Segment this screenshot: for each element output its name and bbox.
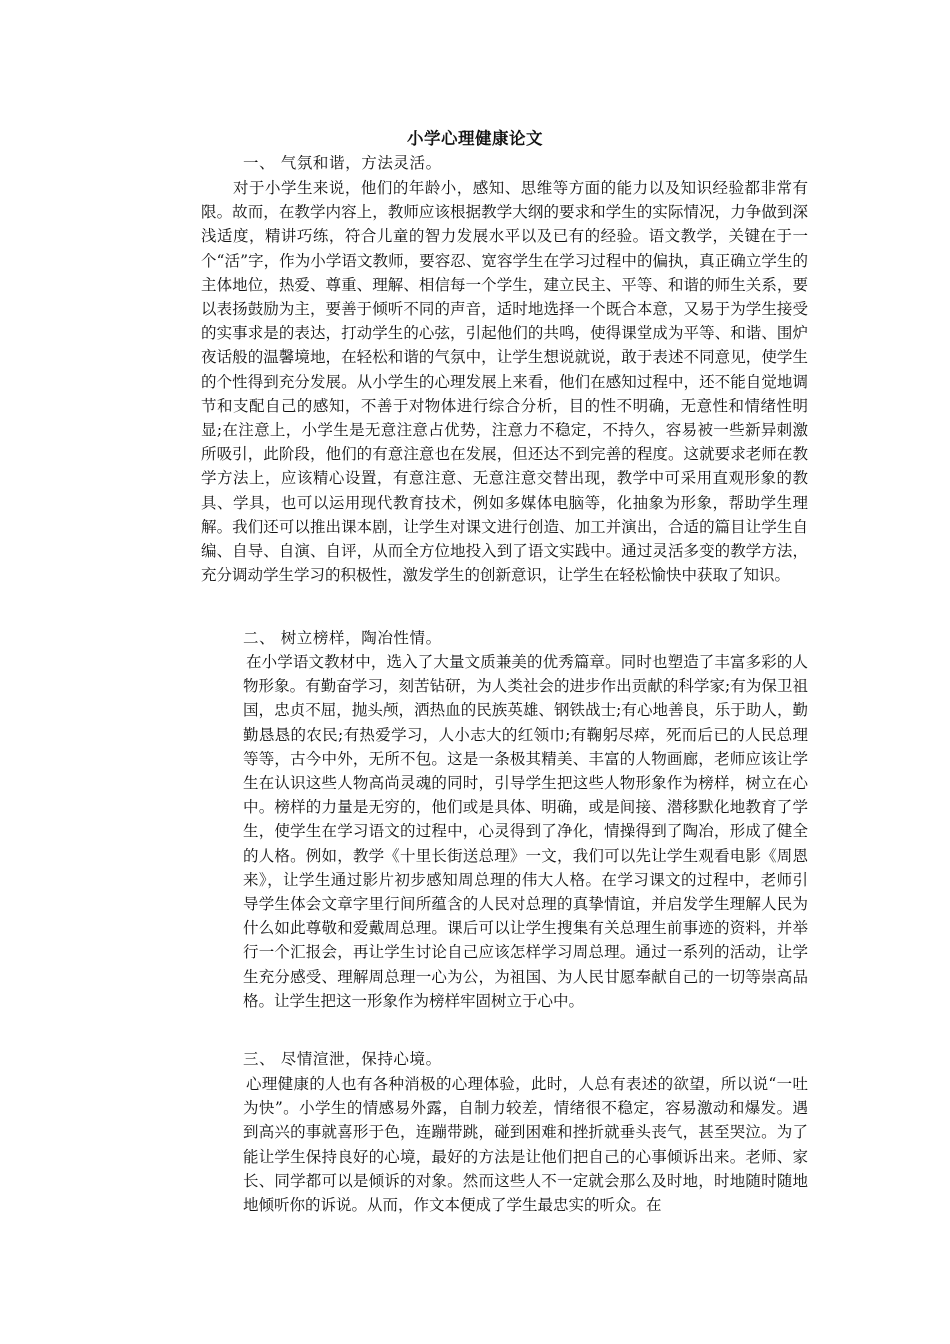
section-body-3: 心理健康的人也有各种消极的心理体验，此时，人总有表述的欲望，所以说“一吐为快”。小学生的情感易外露，自制力较差，情绪很不稳定，容易激动和爆发。遇到高兴的事就喜形于色，连蹦带跳，碰到困难和挫折就垂头丧气，甚至哭泣。为了能让学生保持良好的心境，最好的方法是让他们把自己的心事倾诉出来。老师、家长、同学都可以是倾诉的对象。然而这些人不一定就会那么及时地，时地随时随地地倾听你的诉说。从而，作文本便成了学生最忠实的听众。在 <box>243 1075 808 1215</box>
section-body-2: 在小学语文教材中，选入了大量文质兼美的优秀篇章。同时也塑造了丰富多彩的人物形象。有勤奋学习，刻苦钻研，为人类社会的进步作出贡献的科学家;有为保卫祖国，忠贞不屈，抛头颅，洒热血的民族英雄、钢铁战士;有心地善良，乐于助人，勤勤恳恳的农民;有热爱学习，人小志大的红领巾;有鞠躬尽瘁，死而后已的人民总理等等，古今中外，无所不包。这是一条极其精美、丰富的人物画廊，老师应该让学生在认识这些人物高尚灵魂的同时，引导学生把这些人物形象作为榜样，树立在心中。榜样的力量是无穷的，他们或是具体、明确，或是间接、潜移默化地教育了学生，使学生在学习语文的过程中，心灵得到了净化，情操得到了陶冶，形成了健全的人格。例如，教学《十里长街送总理》一文，我们可以先让学生观看电影《周恩来》，让学生通过影片初步感知周总理的伟大人格。在学习课文的过程中，老师引导学生体会文章字里行间所蕴含的人民对总理的真挚情谊，并启发学生理解人民为什么如此尊敬和爱戴周总理。课后可以让学生搜集有关总理生前事迹的资料，并举行一个汇报会，再让学生讨论自己应该怎样学习周总理。通过一系列的活动，让学生充分感受、理解周总理一心为公，为祖国、为人民甘愿奉献自己的一切等崇高品格。让学生把这一形象作为榜样牢固树立于心中。 <box>243 653 808 1010</box>
section-heading-2: 二、 树立榜样，陶冶性情。 <box>243 629 442 647</box>
section-body-1: 对于小学生来说，他们的年龄小，感知、思维等方面的能力以及知识经验都非常有限。故而，在教学内容上，教师应该根据教学大纲的要求和学生的实际情况，力争做到深浅适度，精讲巧练，符合儿童的智力发展水平以及已有的经验。语文教学，关键在于一个“活”字，作为小学语文教师，要容忍、宽容学生在学习过程中的偏执，真正确立学生的主体地位，热爱、尊重、理解、相信每一个学生，建立民主、平等、和谐的师生关系，要以表扬鼓励为主，要善于倾听不同的声音，适时地选择一个既合本意，又易于为学生接受的实事求是的表达，打动学生的心弦，引起他们的共鸣，使得课堂成为平等、和谐、围炉夜话般的温馨境地，在轻松和谐的气氛中，让学生想说就说，敢于表述不同意见，使学生的个性得到充分发展。从小学生的心理发展上来看，他们在感知过程中，还不能自觉地调节和支配自己的感知，不善于对物体进行综合分析，目的性不明确，无意性和情绪性明显;在注意上，小学生是无意注意占优势，注意力不稳定，不持久，容易被一些新异刺激所吸引，此阶段，他们的有意注意也在发展，但还达不到完善的程度。这就要求老师在教学方法上，应该精心设置，有意注意、无意注意交替出现，教学中可采用直观形象的教具、学具，也可以运用现代教育技术，例如多媒体电脑等，化抽象为形象，帮助学生理解。我们还可以推出课本剧，让学生对课文进行创造、加工并演出，合适的篇目让学生自编、自导、自演、自评，从而全方位地投入到了语文实践中。通过灵活多变的教学方法，充分调动学生学习的积极性，激发学生的创新意识，让学生在轻松愉快中获取了知识。 <box>201 179 808 585</box>
document-title: 小学心理健康论文 <box>407 129 543 148</box>
section-heading-1: 一、 气氛和谐，方法灵活。 <box>243 154 442 172</box>
section-heading-3: 三、 尽情渲泄，保持心境。 <box>243 1050 442 1068</box>
